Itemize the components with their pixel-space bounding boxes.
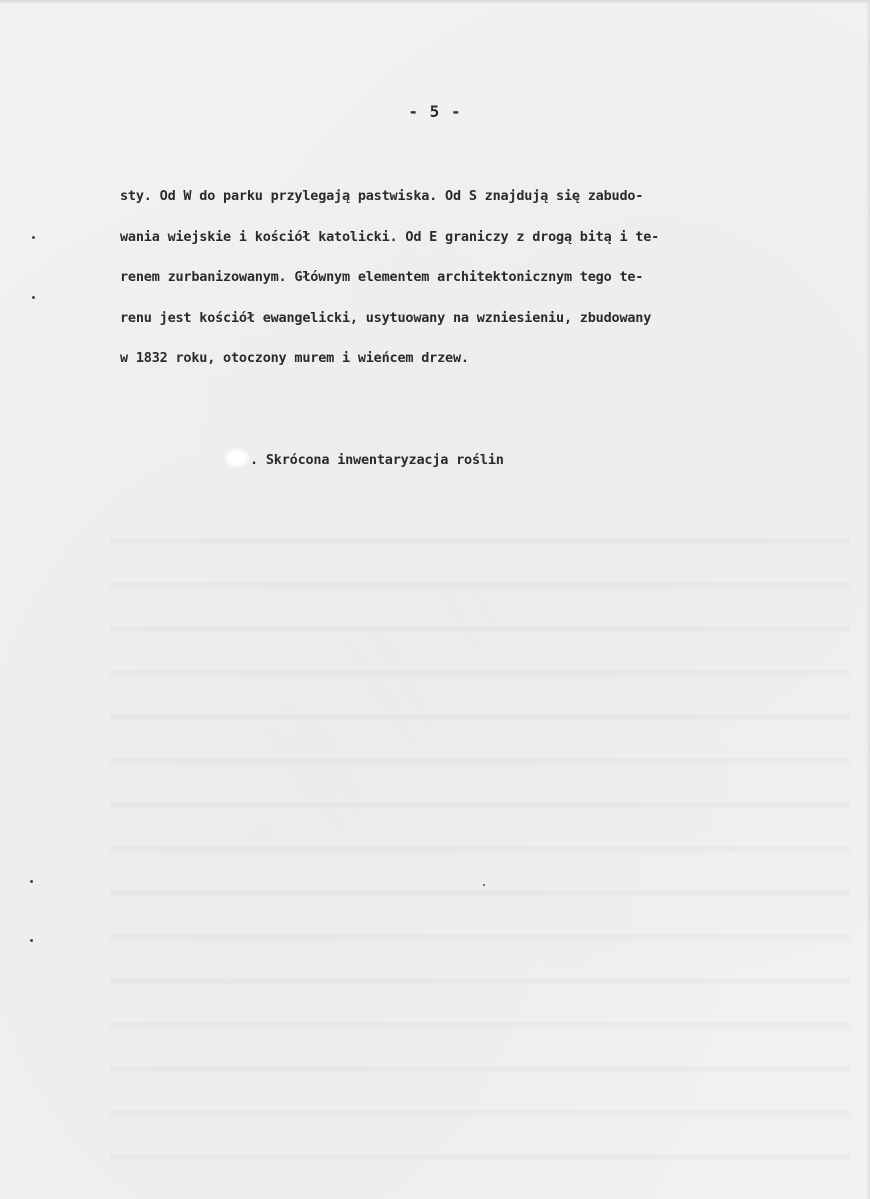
paragraph-line: renu jest kościół ewangelicki, usytuowany na wzniesieniu, zbudowany [120,309,652,326]
section-heading-text: . Skrócona inwentaryzacja roślin [250,452,504,468]
paragraph-line: wania wiejskie i kościół katolicki. Od E graniczy z drogą bitą i te- [120,228,660,245]
margin-dot [30,939,33,942]
show-through-texture [110,500,850,1160]
margin-dot [32,296,35,299]
speck-dot [483,884,485,886]
page-number: - 5 - [408,102,462,121]
margin-dot [30,880,33,883]
section-heading [224,448,504,468]
body-paragraph [120,184,840,387]
paragraph-line: w 1832 roku, otoczony murem i wieńcem drzew. [120,350,469,366]
page-top-edge [0,0,870,4]
paragraph-line: renem zurbanizowanym. Głównym elementem architektonicznym tego te- [120,269,644,285]
paragraph-line: sty. Od W do parku przylegają pastwiska. Od S znajdują się zabudo- [120,188,644,204]
page-right-edge [866,0,870,1199]
correction-mark [224,448,250,468]
margin-dot [32,236,35,239]
